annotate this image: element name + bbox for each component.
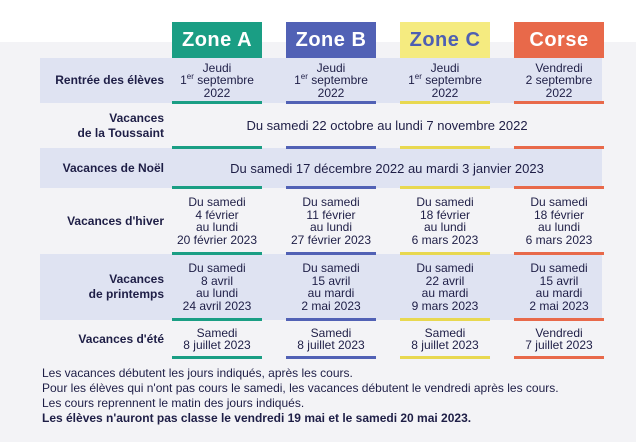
note-line-4: Les élèves n'auront pas classe le vendredi 19 mai et le samedi 20 mai 2023. — [42, 411, 472, 425]
row-label-text — [89, 272, 164, 302]
row-label-text — [55, 73, 164, 88]
cell-rentree-zone-b — [286, 58, 376, 103]
cell-line: 2022 — [317, 85, 345, 100]
cell-line: Du samedi — [302, 195, 360, 209]
cell-line: 6 mars 2023 — [411, 232, 479, 247]
cell-hiver-corse — [514, 188, 604, 254]
cell-line: 1er septembre — [408, 72, 482, 88]
cell-line: Du samedi — [188, 195, 246, 209]
cell-ete-zone-c — [400, 320, 490, 358]
note-line-1: Les vacances débutent les jours indiqués, après les cours. — [42, 366, 353, 380]
cell-line: 9 mars 2023 — [411, 298, 479, 313]
cell-line: au lundi — [195, 286, 239, 300]
row-label-text — [78, 332, 164, 347]
cell-ete-zone-a — [172, 320, 262, 358]
cell-line: 1er septembre — [294, 72, 368, 88]
cell-line: 24 avril 2023 — [182, 298, 252, 313]
cell-line: Samedi — [310, 325, 352, 340]
cell-line: 15 avril — [539, 273, 579, 288]
cell-line: Jeudi — [202, 60, 232, 75]
row-label-ete — [40, 320, 164, 358]
cell-hiver-zone-b — [286, 188, 376, 254]
cell-line: 11 février — [306, 207, 356, 222]
cell-line: Du samedi — [302, 261, 360, 275]
cell-line: Du samedi — [416, 261, 474, 275]
cell-line: 8 juillet 2023 — [411, 338, 479, 352]
zone-header-corse: Corse — [514, 22, 604, 58]
cell-rentree-zone-a — [172, 58, 262, 103]
row-label-printemps — [40, 254, 164, 320]
row-label-line: Rentrée des élèves — [55, 73, 164, 87]
cell-printemps-zone-c — [400, 254, 490, 320]
cell-rentree-corse — [514, 58, 604, 103]
cell-hiver-zone-c — [400, 188, 490, 254]
cell-line: Samedi — [424, 325, 466, 340]
cell-line: 2022 — [545, 85, 573, 100]
cell-line: 27 février 2023 — [290, 232, 372, 247]
cell-line: 8 juillet 2023 — [183, 338, 251, 352]
cell-line: au mardi — [421, 286, 469, 300]
cell-rentree-zone-c — [400, 58, 490, 103]
cell-line: Du samedi — [530, 195, 588, 209]
stripe-ete-corse — [514, 356, 604, 359]
cell-line: 2022 — [431, 85, 459, 100]
cell-line: 2 septembre — [525, 73, 593, 88]
zone-header-zone-c: Zone C — [400, 22, 490, 58]
row-label-text — [78, 111, 164, 141]
row-label-line: Vacances — [109, 272, 164, 286]
note-line-2: Pour les élèves qui n'ont pas cours le samedi, les vacances débutent le vendredi après les cours. — [42, 381, 559, 395]
cell-printemps-zone-b — [286, 254, 376, 320]
cell-line: Jeudi — [430, 60, 460, 75]
cell-line: 15 avril — [311, 273, 351, 288]
cell-line: 8 juillet 2023 — [297, 338, 365, 352]
cell-line: au mardi — [307, 286, 355, 300]
cell-line: 1er septembre — [180, 72, 254, 88]
cell-line: Du samedi — [530, 261, 588, 275]
row-label-line: Vacances d'été — [78, 331, 164, 346]
row-label-line: Vacances de Noël — [62, 160, 164, 175]
zone-header-zone-b: Zone B — [286, 22, 376, 58]
cell-line: au lundi — [423, 220, 467, 234]
cell-line: 2 mai 2023 — [301, 298, 361, 313]
cell-line: au lundi — [195, 220, 239, 234]
stripe-ete-zone-a — [172, 356, 262, 359]
cell-line: 4 février — [195, 207, 239, 222]
cell-hiver-zone-a — [172, 188, 262, 254]
cell-line: 20 février 2023 — [176, 232, 258, 247]
row-label-text — [63, 161, 164, 176]
cell-line: 18 février — [533, 207, 585, 222]
cell-printemps-zone-a — [172, 254, 262, 320]
row-label-line: Vacances — [109, 110, 164, 125]
stripe-ete-zone-c — [400, 356, 490, 359]
zone-header-zone-a: Zone A — [172, 22, 262, 58]
cell-line: Vendredi — [535, 325, 583, 340]
cell-line: Jeudi — [316, 60, 346, 75]
cell-line: 22 avril — [425, 273, 465, 288]
cell-line: 18 février — [419, 207, 471, 222]
cell-ete-corse — [514, 320, 604, 358]
cell-line: 8 avril — [200, 273, 233, 288]
cell-line: Vendredi — [535, 60, 583, 75]
cell-line: 2 mai 2023 — [529, 298, 589, 313]
cell-line: 2022 — [203, 85, 231, 100]
cell-line: Samedi — [196, 325, 238, 340]
cell-line: 6 mars 2023 — [525, 232, 593, 247]
cell-line: Du samedi — [188, 261, 246, 275]
row-label-toussaint — [40, 103, 164, 148]
row-label-line: de printemps — [88, 287, 164, 301]
stripe-ete-zone-b — [286, 356, 376, 359]
row-label-rentree — [40, 58, 164, 103]
row-label-line: de la Toussaint — [77, 125, 164, 140]
row-label-line: Vacances d'hiver — [67, 213, 164, 228]
cell-line: au lundi — [309, 220, 353, 234]
cell-ete-zone-b — [286, 320, 376, 358]
span-cell-toussaint: Du samedi 22 octobre au lundi 7 novembre 2022 — [246, 118, 528, 133]
note-line-3: Les cours reprennent le matin des jours indiqués. — [42, 396, 305, 410]
row-label-noel — [40, 148, 164, 188]
span-cell-noel: Du samedi 17 décembre 2022 au mardi 3 janvier 2023 — [230, 160, 544, 176]
cell-line: au lundi — [537, 220, 581, 234]
row-label-hiver — [40, 188, 164, 254]
cell-printemps-corse — [514, 254, 604, 320]
row-label-text — [67, 214, 164, 229]
cell-line: au mardi — [535, 286, 583, 300]
cell-line: 7 juillet 2023 — [525, 338, 593, 352]
cell-line: Du samedi — [416, 195, 474, 209]
